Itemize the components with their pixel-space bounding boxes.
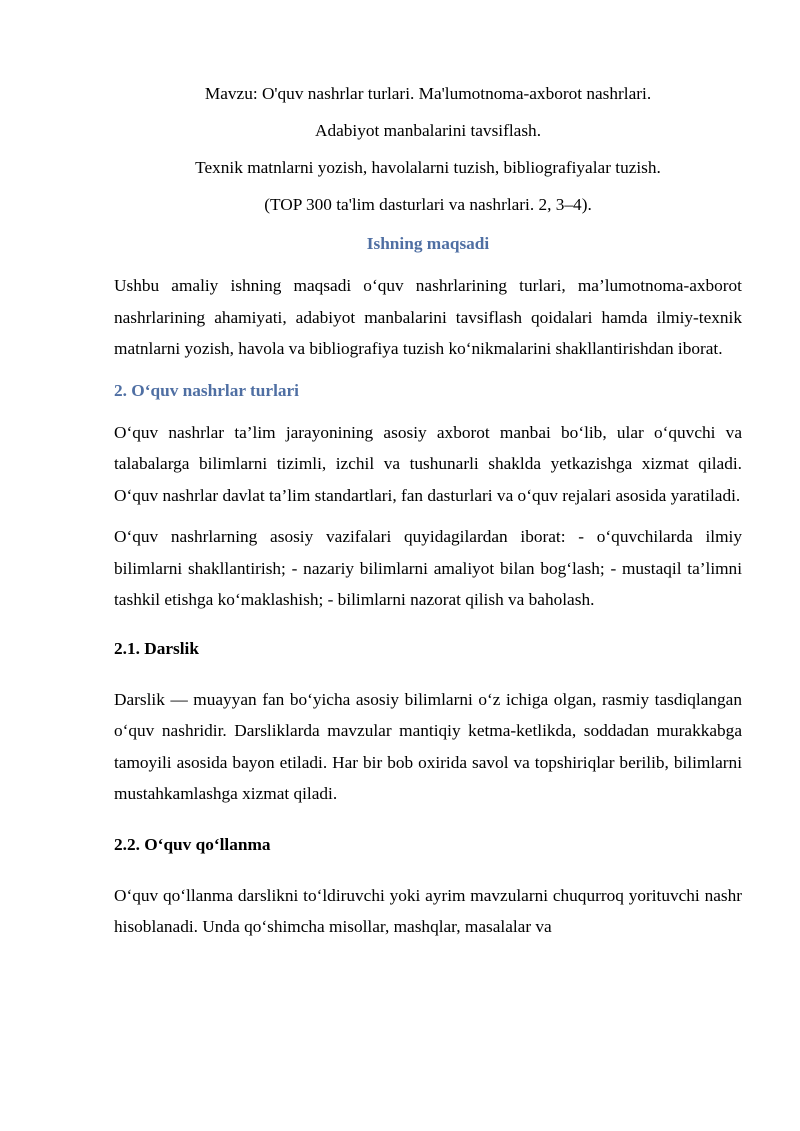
aim-paragraph: Ushbu amaliy ishning maqsadi o‘quv nashrlarining turlari, ma’lumotnoma-axborot nashrlarining ahamiyati, adabiyot manbalarini tavsiflash qoidalari hamda ilmiy-texnik matnlarni yozish, havola va bibliografiya tuzish ko‘nikmalarini shakllantirishdan iborat.	[114, 276, 742, 358]
section-2-paragraph-2: O‘quv nashrlarning asosiy vazifalari quyidagilardan iborat: - o‘quvchilarda ilmiy bilimlarni shakllantirish; - nazariy bilimlarni amaliyot bilan bog‘lash; - mustaqil ta’limni tashkil etishga ko‘maklashish; - bilimlarni nazorat qilish va baholash.	[114, 527, 742, 609]
document-page	[114, 78, 742, 943]
section-2-paragraph-1: O‘quv nashrlar ta’lim jarayonining asosiy axborot manbai bo‘lib, ular o‘quvchi va talabalarga bilimlarni tizimli, izchil va tushunarli shaklda yetkazishga xizmat qiladi. O‘quv nashrlar davlat ta’lim standartlari, fan dasturlari va o‘quv rejalari asosida yaratiladi.	[114, 422, 742, 505]
section-2-1-heading: 2.1. Darslik	[114, 638, 199, 658]
section-2-2-heading: 2.2. O‘quv qo‘llanma	[114, 834, 271, 854]
topic-line-3: Texnik matnlarni yozish, havolalarni tuzish, bibliografiyalar tuzish.	[195, 158, 661, 177]
topic-line-4: (TOP 300 ta'lim dasturlari va nashrlari. 2, 3–4).	[264, 195, 592, 214]
section-2-heading: 2. O‘quv nashrlar turlari	[114, 380, 299, 400]
topic-line-1: Mavzu: O'quv nashrlar turlari. Ma'lumotnoma-axborot nashrlari.	[204, 84, 652, 103]
aim-heading: Ishning maqsadi	[366, 234, 490, 253]
section-2-1-paragraph: Darslik — muayyan fan bo‘yicha asosiy bilimlarni o‘z ichiga olgan, rasmiy tasdiqlangan o‘quv nashridir. Darsliklarda mavzular mantiqiy ketma-ketlikda, soddadan murakkabga tamoyili asosida bayon etiladi. Har bir bob oxirida savol va topshiriqlar berilib, bilimlarni mustahkamlashga xizmat qiladi.	[114, 689, 742, 803]
section-2-2-paragraph: O‘quv qo‘llanma darslikni to‘ldiruvchi yoki ayrim mavzularni chuqurroq yorituvchi nashr hisoblanadi. Unda qo‘shimcha misollar, mashqlar, masalalar va	[114, 885, 742, 936]
topic-line-2: Adabiyot manbalarini tavsiflash.	[314, 121, 542, 140]
